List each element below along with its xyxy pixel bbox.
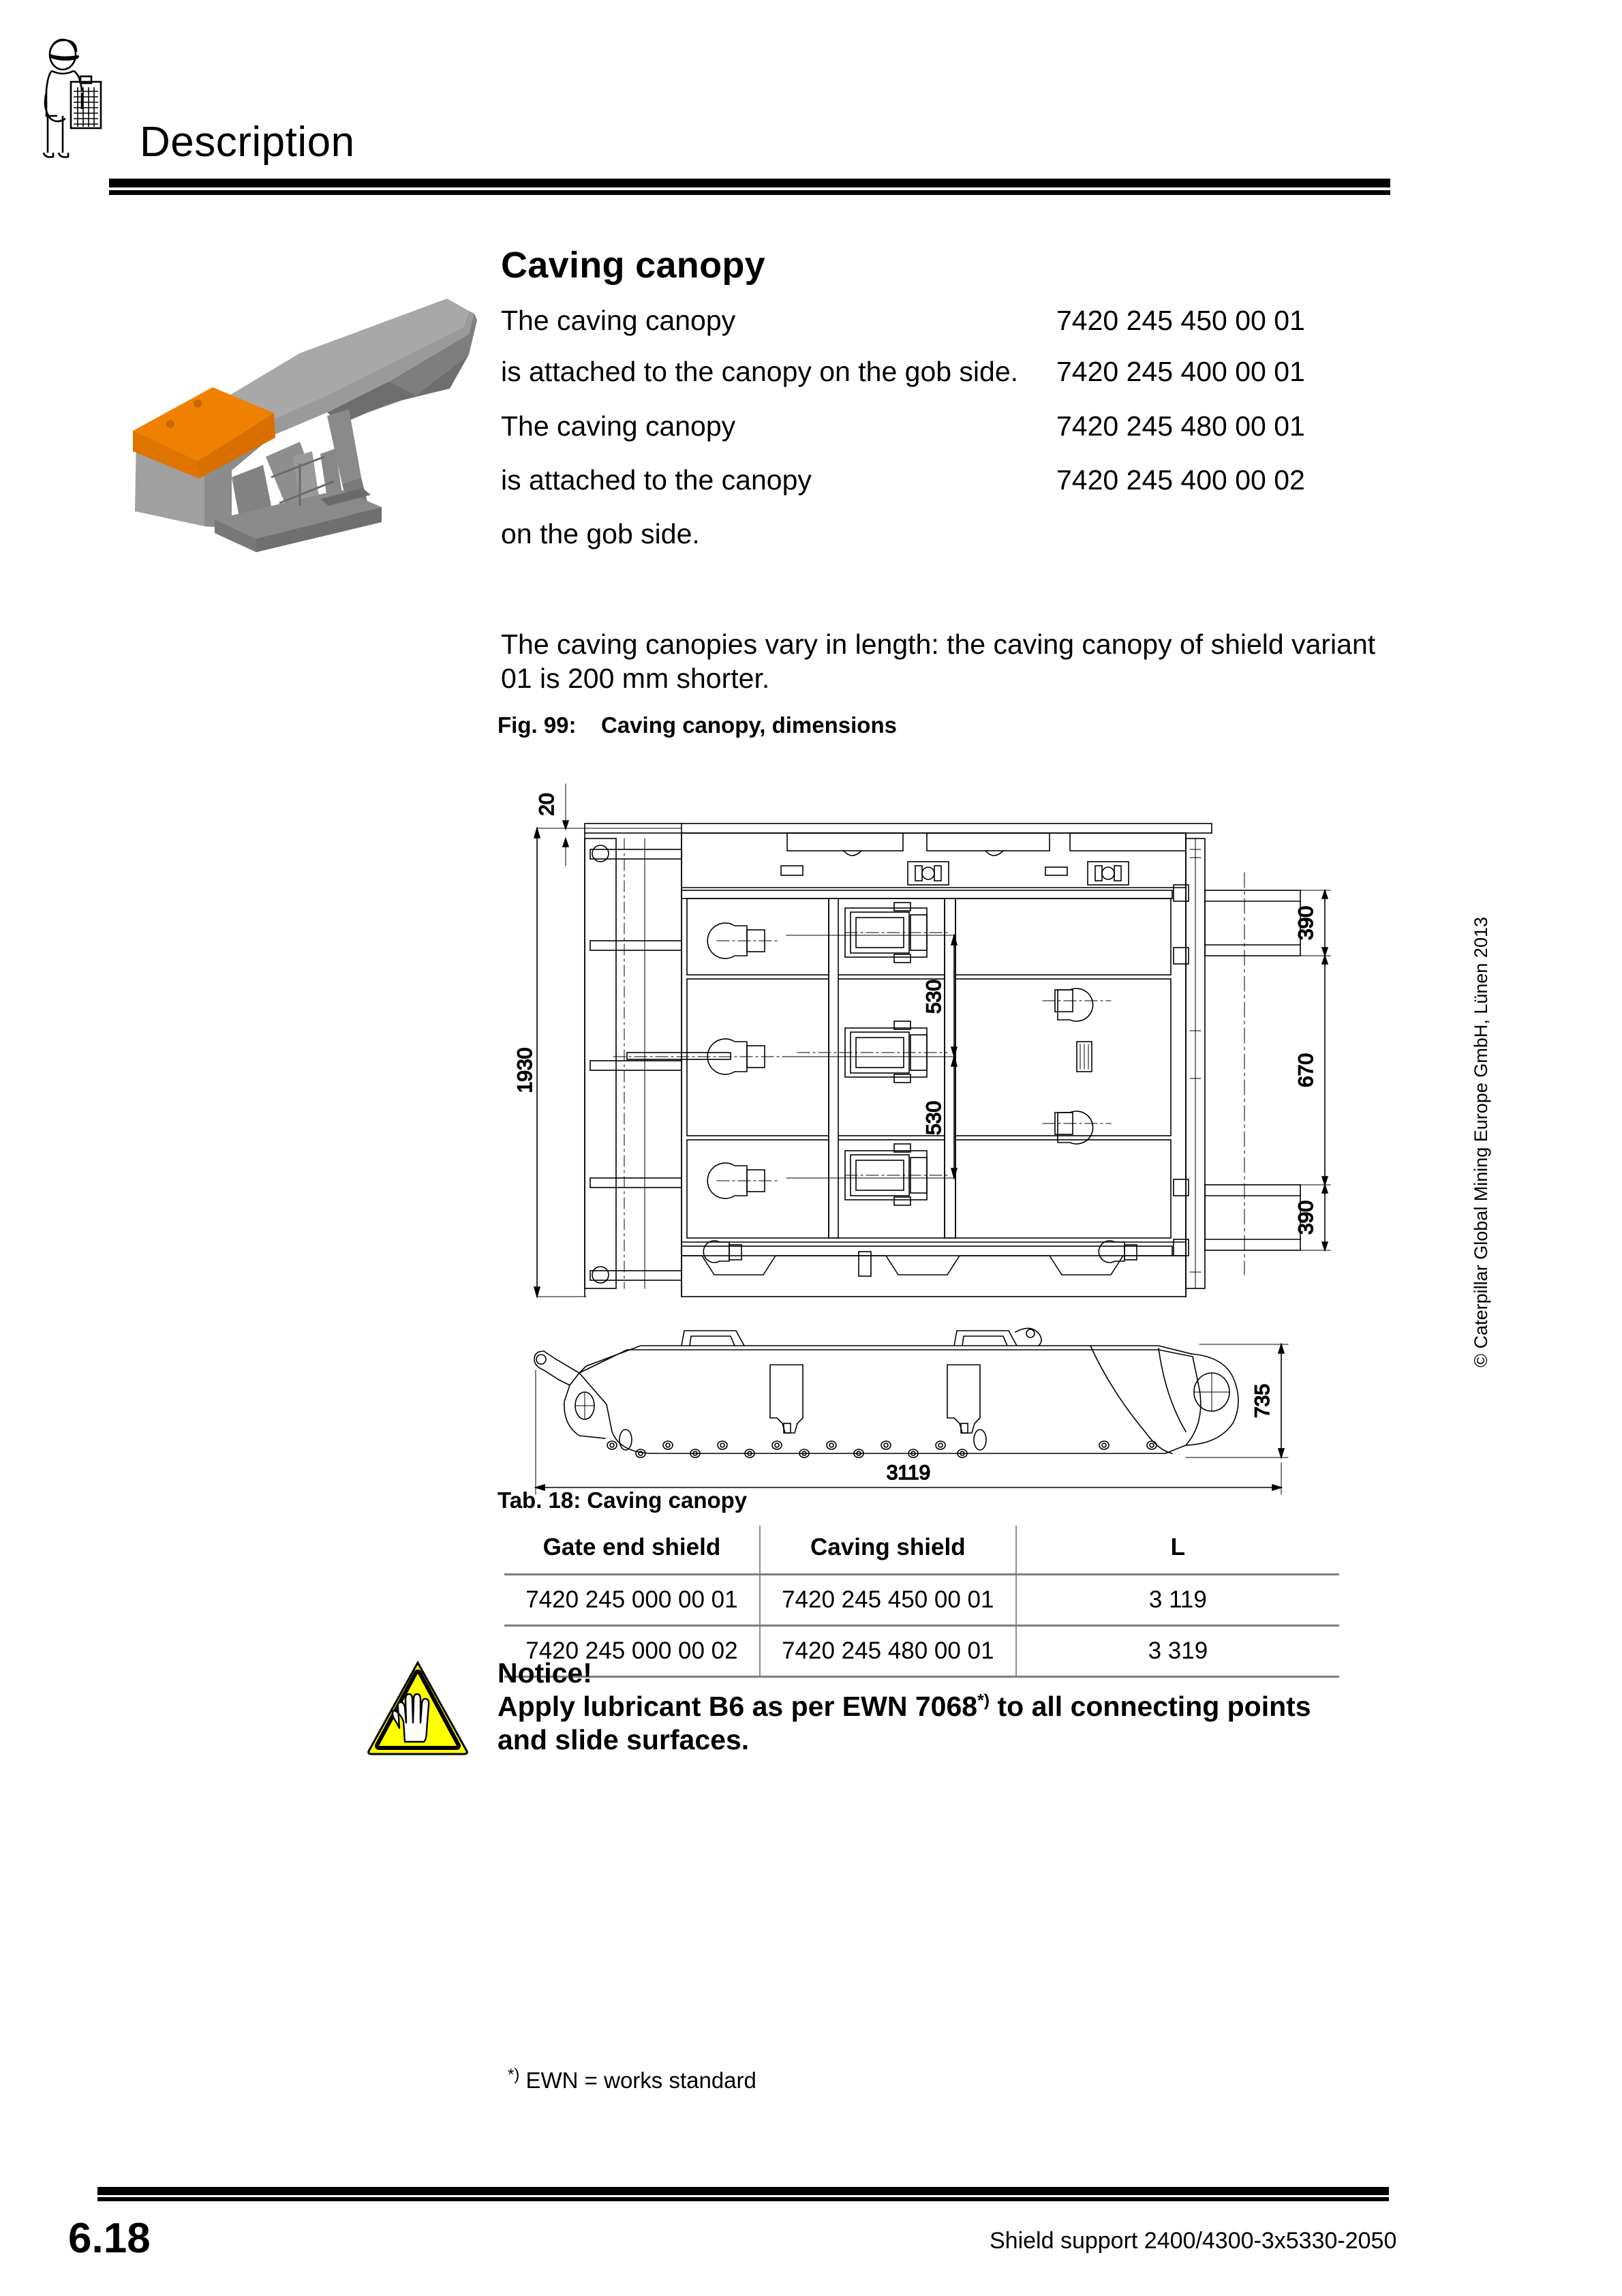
svg-text:670: 670: [1295, 1053, 1317, 1088]
copyright-notice: © Caterpillar Global Mining Europe GmbH, Lünen 2013: [1471, 917, 1491, 1368]
table-header-row: [504, 1526, 1339, 1575]
spec-label: is attached to the canopy: [501, 464, 812, 496]
header-divider: [109, 179, 1390, 190]
caving-canopy-dimension-drawing: [477, 736, 1336, 1484]
notice-text-before: Apply lubricant B6 as per EWN 7068: [498, 1691, 978, 1723]
table-row: [504, 1575, 1339, 1626]
spec-label: is attached to the canopy on the gob side.: [501, 356, 1019, 387]
notice-block: [498, 1657, 1397, 1757]
svg-text:1930: 1930: [514, 1047, 536, 1093]
cell-length: 3 319: [1016, 1626, 1339, 1677]
cell-length: 3 119: [1016, 1575, 1339, 1626]
warning-triangle-hand-icon: [367, 1660, 469, 1755]
column-header-length: L: [1170, 1534, 1186, 1560]
section-heading: Caving canopy: [501, 245, 765, 286]
footnote-text: EWN = works standard: [519, 2068, 756, 2093]
spec-code: 7420 245 450 00 01: [1056, 305, 1305, 336]
footer-document-title: Shield support 2400/4300-3x5330-2050: [990, 2228, 1397, 2254]
svg-text:390: 390: [1295, 905, 1317, 941]
intro-paragraph: The caving canopies vary in length: the caving canopy of shield variant 01 is 200 mm shorter.: [501, 629, 1376, 695]
svg-text:3119: 3119: [886, 1462, 931, 1484]
svg-text:390: 390: [1295, 1200, 1317, 1235]
inspector-with-clipboard-icon: [33, 33, 135, 162]
page-header: [0, 0, 1622, 205]
spec-label: The caving canopy: [501, 305, 736, 336]
cell-caving-shield: 7420 245 480 00 01: [760, 1626, 1016, 1677]
svg-text:530: 530: [923, 1100, 945, 1136]
spec-code: 7420 245 400 00 01: [1056, 356, 1305, 387]
cell-caving-shield: 7420 245 450 00 01: [760, 1575, 1016, 1626]
page-footnote: [508, 2066, 756, 2094]
spec-label: The caving canopy: [501, 410, 736, 442]
figure-caption: [498, 712, 897, 738]
figure-caption-text: Caving canopy, dimensions: [601, 712, 897, 738]
column-header-caving-shield: Caving shield: [760, 1526, 1016, 1575]
notice-footnote-marker: *): [977, 1691, 990, 1710]
page-title: Description: [140, 119, 355, 166]
caving-canopy-product-render: [95, 252, 477, 545]
notice-heading: Notice!: [498, 1657, 592, 1689]
page-number: 6.18: [68, 2215, 151, 2262]
svg-text:20: 20: [536, 793, 558, 816]
notice-text-line1: [498, 1690, 1397, 1723]
svg-text:735: 735: [1251, 1383, 1274, 1419]
footer-divider: [97, 2187, 1389, 2197]
notice-text-after: to all connecting points: [990, 1691, 1311, 1723]
figure-number: Fig. 99:: [498, 712, 577, 738]
spec-code: 7420 245 400 00 02: [1056, 464, 1305, 496]
cell-gate-end-shield: 7420 245 000 00 01: [504, 1575, 760, 1626]
spec-code: 7420 245 480 00 01: [1056, 410, 1305, 442]
table-caption: Tab. 18: Caving canopy: [498, 1487, 748, 1513]
cell-gate-end-shield: 7420 245 000 00 02: [504, 1626, 760, 1677]
footnote-marker: *): [508, 2066, 520, 2084]
spec-label: on the gob side.: [501, 518, 700, 549]
caving-canopy-table: [504, 1526, 1339, 1678]
column-header-gate-end-shield: Gate end shield: [504, 1526, 760, 1575]
notice-text-line2: and slide surfaces.: [498, 1724, 750, 1756]
svg-text:530: 530: [923, 979, 945, 1014]
